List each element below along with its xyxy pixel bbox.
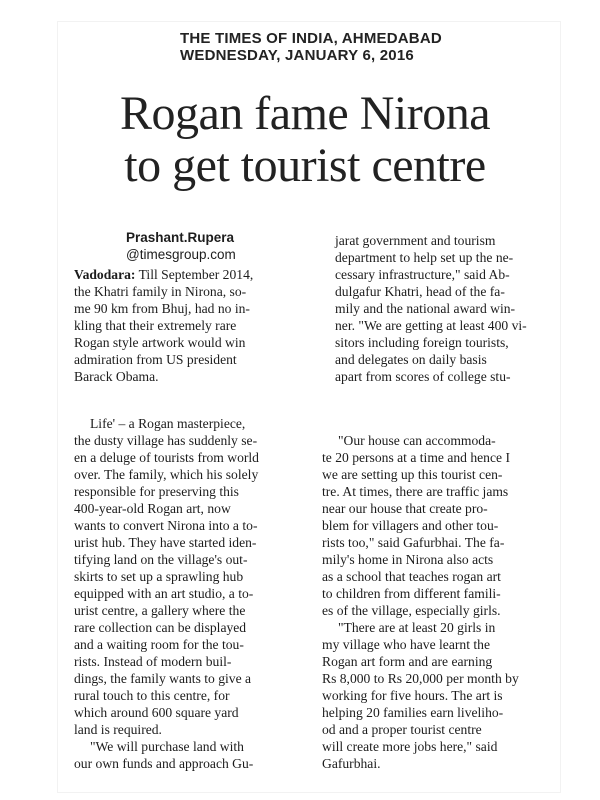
left-column bbox=[74, 415, 304, 772]
text-line: es of the village, especially girls. bbox=[322, 603, 501, 618]
text-line: Rogan style artwork would win bbox=[74, 335, 246, 350]
text-line: admiration from US president bbox=[74, 352, 237, 367]
text-line: working for five hours. The art is bbox=[322, 688, 503, 703]
headline-line-1: Rogan fame Nirona bbox=[119, 87, 491, 140]
text-line: Life' – a Rogan masterpiece, bbox=[90, 416, 246, 431]
text-line: and a waiting room for the tou- bbox=[74, 637, 244, 652]
text-line: blem for villagers and other tou- bbox=[322, 518, 499, 533]
text-line: Rs 8,000 to Rs 20,000 per month by bbox=[322, 671, 519, 686]
text-line: my village who have learnt the bbox=[322, 637, 490, 652]
text-line: our own funds and approach Gu- bbox=[74, 756, 254, 771]
byline-name: Prashant.Rupera bbox=[126, 230, 235, 245]
text-line: en a deluge of tourists from world bbox=[74, 450, 259, 465]
text-line: near our house that create pro- bbox=[322, 501, 488, 516]
text-line: urist centre, a gallery where the bbox=[74, 603, 246, 618]
text-line: rural touch to this centre, for bbox=[74, 688, 230, 703]
text-line: sitors including foreign tourists, bbox=[335, 335, 509, 350]
text-line: Barack Obama. bbox=[74, 369, 159, 384]
text-line: rists too," said Gafurbhai. The fa- bbox=[322, 535, 505, 550]
text-line: urist hub. They have started iden- bbox=[74, 535, 257, 550]
text-line: od and a proper tourist centre bbox=[322, 722, 482, 737]
right-column bbox=[322, 432, 560, 772]
text-line: to children from different famili- bbox=[322, 586, 501, 601]
text-line: "We will purchase land with bbox=[90, 739, 244, 754]
text-line: we are setting up this tourist cen- bbox=[322, 467, 503, 482]
text-line: dulgafur Khatri, head of the fa- bbox=[335, 284, 505, 299]
text-line: rare collection can be displayed bbox=[74, 620, 247, 635]
text-line: dings, the family wants to give a bbox=[74, 671, 252, 686]
text-line: department to help set up the ne- bbox=[335, 250, 514, 265]
text-line: "Our house can accommoda- bbox=[338, 433, 496, 448]
text-line: tifying land on the village's out- bbox=[74, 552, 248, 567]
text-line: ner. "We are getting at least 400 vi- bbox=[335, 318, 527, 333]
top-right-column bbox=[335, 232, 565, 385]
text-line: will create more jobs here," said bbox=[322, 739, 498, 754]
text-line: jarat government and tourism bbox=[335, 233, 496, 248]
byline bbox=[126, 229, 236, 263]
text-line: Gafurbhai. bbox=[322, 756, 381, 771]
text-line: apart from scores of college stu- bbox=[335, 369, 511, 384]
text-line: rists. Instead of modern buil- bbox=[74, 654, 232, 669]
text-line: me 90 km from Bhuj, had no in- bbox=[74, 301, 250, 316]
text-line: over. The family, which his solely bbox=[74, 467, 259, 482]
text-line: the Khatri family in Nirona, so- bbox=[74, 284, 247, 299]
dateline: Vadodara: bbox=[74, 267, 136, 282]
text-line: tre. At times, there are traffic jams bbox=[322, 484, 509, 499]
intro-paragraph bbox=[74, 266, 319, 385]
text-line: te 20 persons at a time and hence I bbox=[322, 450, 510, 465]
byline-handle: @timesgroup.com bbox=[126, 247, 236, 262]
text-line: as a school that teaches rogan art bbox=[322, 569, 501, 584]
masthead-date: WEDNESDAY, JANUARY 6, 2016 bbox=[180, 47, 414, 64]
text-line: equipped with an art studio, a to- bbox=[74, 586, 254, 601]
text-line: kling that their extremely rare bbox=[74, 318, 237, 333]
headline bbox=[70, 88, 540, 192]
masthead-publication: THE TIMES OF INDIA, AHMEDABAD bbox=[180, 30, 442, 47]
text-line: "There are at least 20 girls in bbox=[338, 620, 496, 635]
text-line: Vadodara: Till September 2014, bbox=[74, 267, 254, 282]
headline-line-2: to get tourist centre bbox=[124, 139, 486, 192]
text-line: wants to convert Nirona into a to- bbox=[74, 518, 258, 533]
text-line: cessary infrastructure," said Ab- bbox=[335, 267, 510, 282]
text-line: which around 600 square yard bbox=[74, 705, 239, 720]
text-line: and delegates on daily basis bbox=[335, 352, 487, 367]
text-line: Rogan art form and are earning bbox=[322, 654, 493, 669]
text-line: mily and the national award win- bbox=[335, 301, 516, 316]
text-line: helping 20 families earn liveliho- bbox=[322, 705, 504, 720]
text-line: the dusty village has suddenly se- bbox=[74, 433, 258, 448]
text-line: land is required. bbox=[74, 722, 162, 737]
text-line: mily's home in Nirona also acts bbox=[322, 552, 494, 567]
text-line: 400-year-old Rogan art, now bbox=[74, 501, 231, 516]
masthead bbox=[180, 30, 442, 64]
text-line: responsible for preserving this bbox=[74, 484, 239, 499]
text-line: skirts to set up a sprawling hub bbox=[74, 569, 244, 584]
